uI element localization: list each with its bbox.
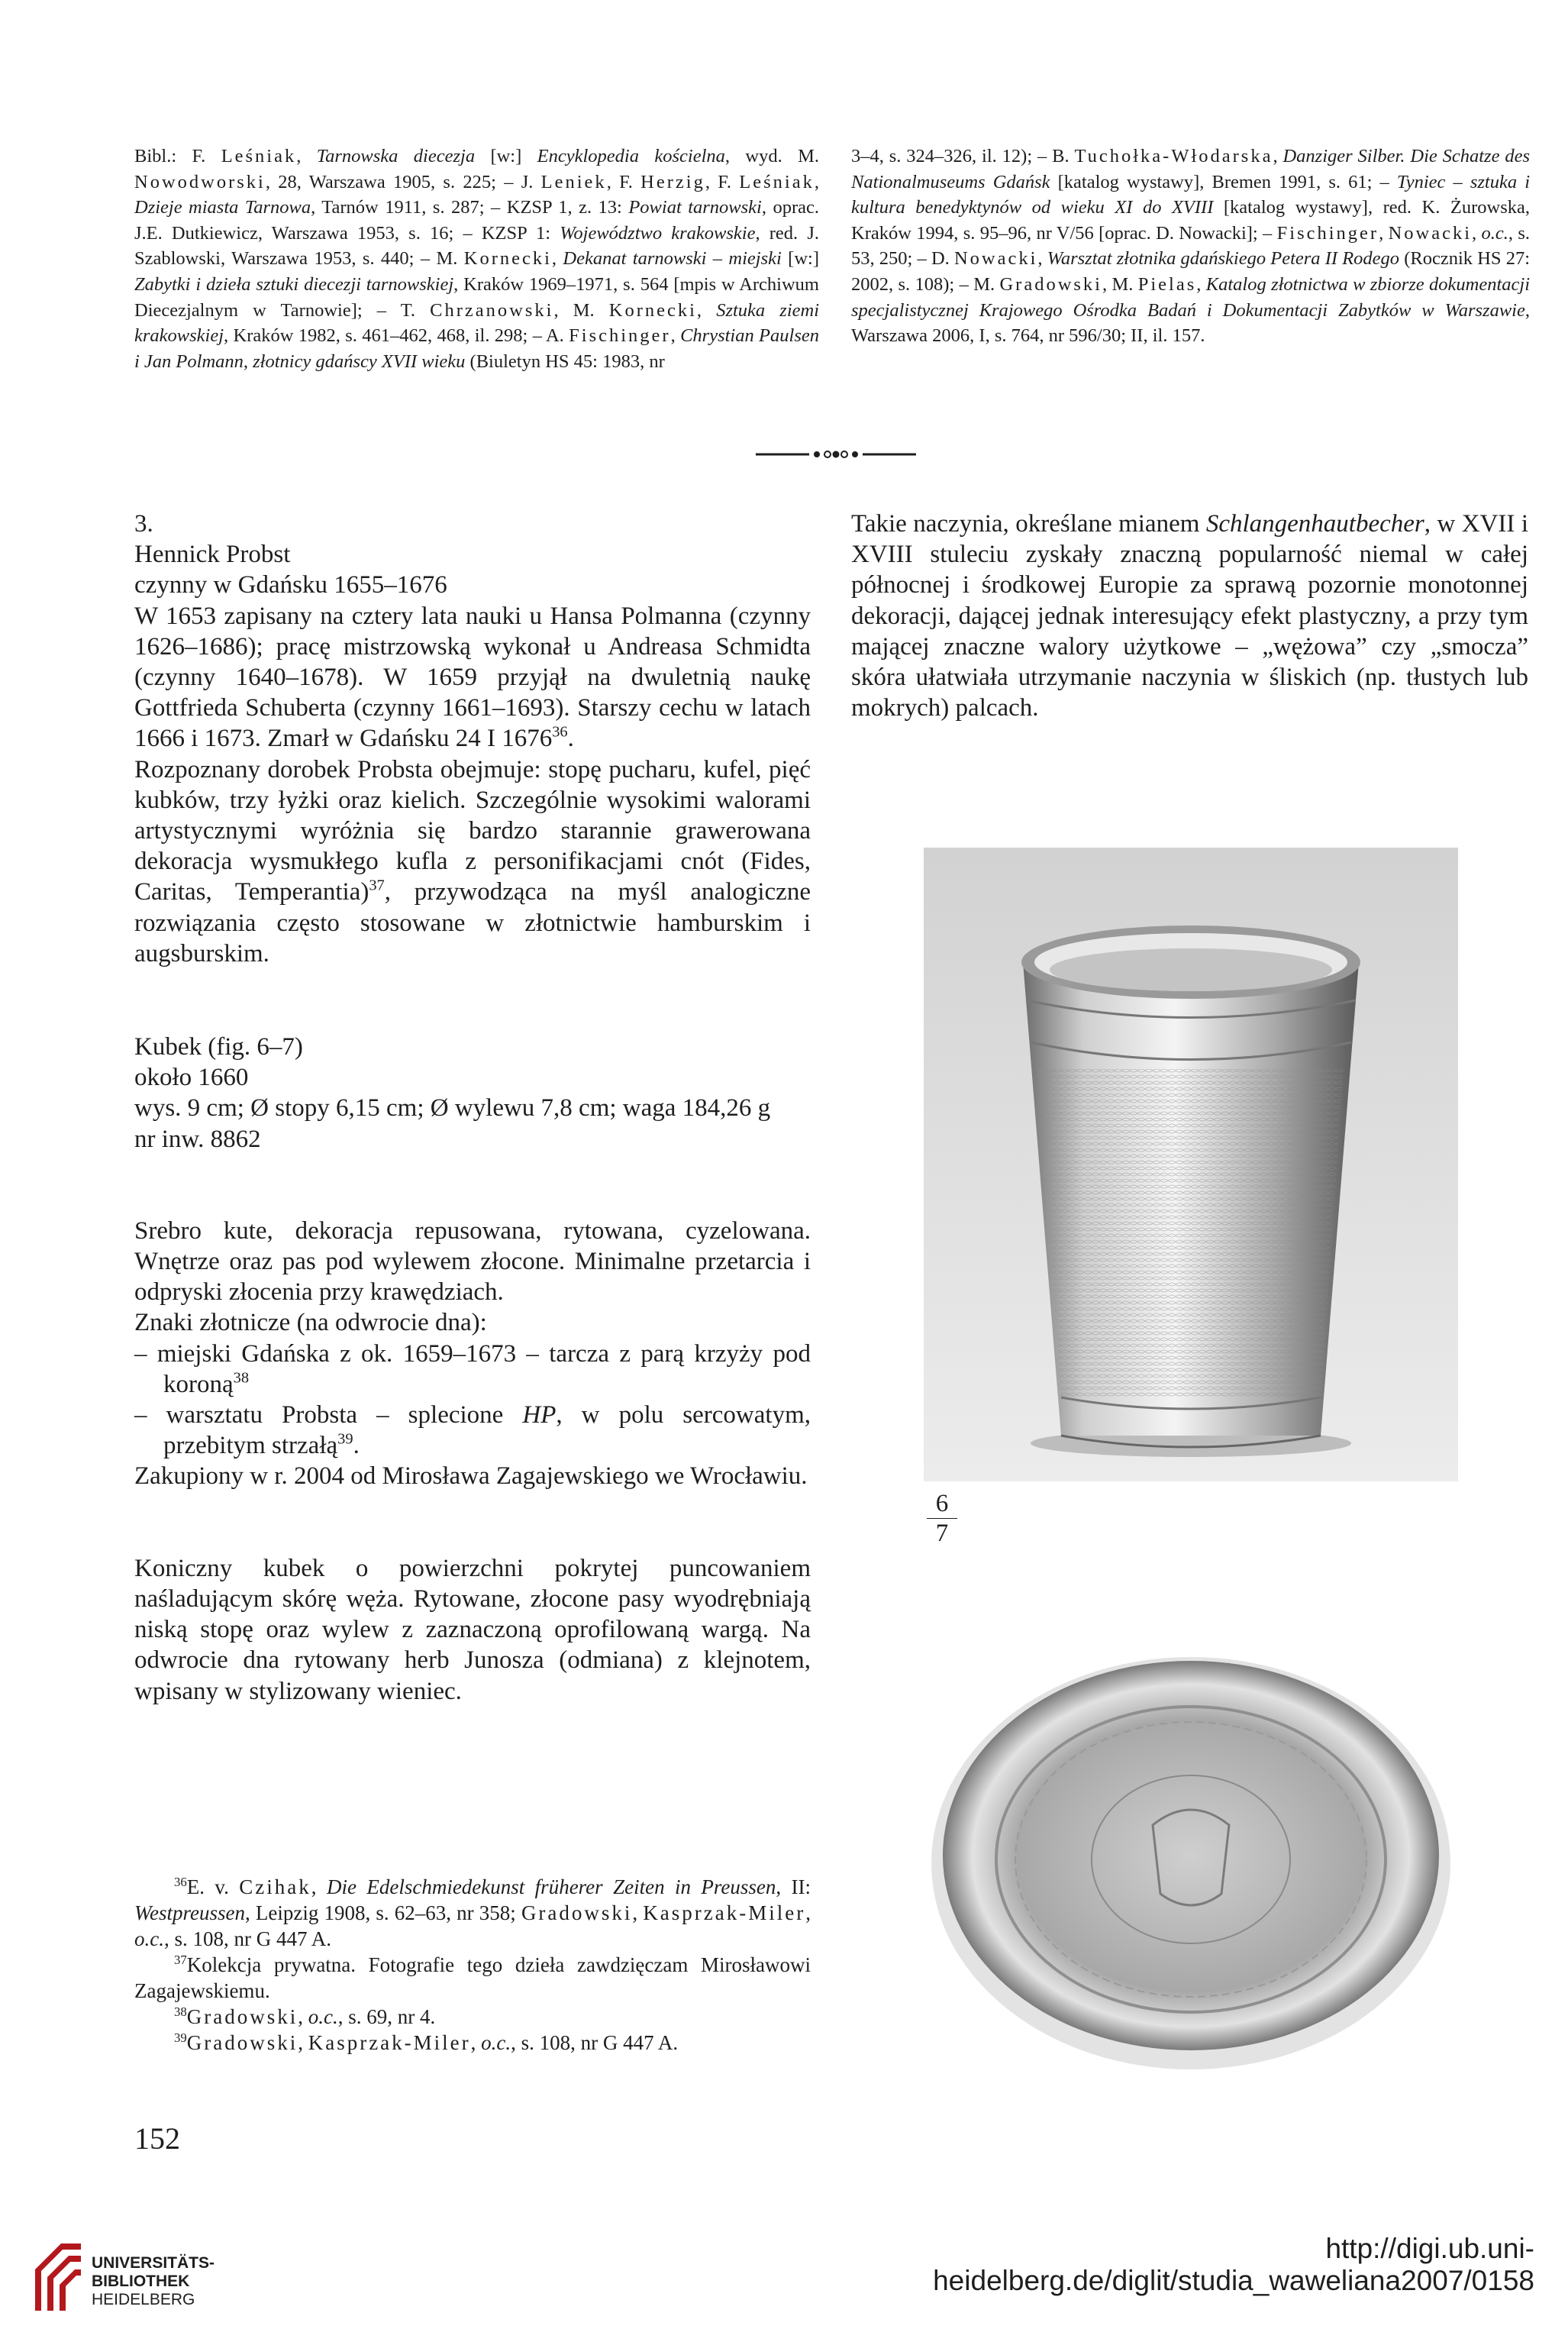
figure-6-label: 6 — [927, 1489, 957, 1519]
footnote-39: $^{39}$Gradowski, Kasprzak-Miler, o.c., s. 108, nr G 447 A. — [174, 2030, 679, 2054]
entry-number: 3. — [134, 510, 153, 538]
object-date: około 1660 — [134, 1064, 249, 1092]
footnotes — [134, 1874, 811, 2056]
bibliography-right: 3–4, s. 324–326, il. 12); – B. Tuchołka-Włodarska, Danziger Silber. Die Schatze des Nationalmuseums Gdańsk [katalog wystawy], Bremen 1991, s. 61; – Tyniec – sztuka i kultura benedyktynów od wieku XI do XVIII [katalog wystawy], red. K. Żurowska, Kraków 1994, s. 95–96, nr V/56 [oprac. D. Nowacki]; – Fischinger, Nowacki, o.c., s. 53, 250; – D. Nowacki, Warsztat złotnika gdańskiego Petera II Rodego (Rocznik HS 27: 2002, s. 108); – M. Gradowski, M. Pielas, Katalog złotnictwa w zbiorze dokumentacji specjalistycznej Krajowego Ośrodka Badań i Dokumentacji Zabytków w Warszawie, Warszawa 2006, I, s. 764, nr 596/30; II, il. 157. — [851, 146, 1531, 347]
footnote-36: $^{36}$E. v. Czihak, Die Edelschmiedekunst früherer Zeiten in Preussen, II: Westpreussen, Leipzig 1908, s. 62–63, nr 358; Gradowski, Kasprzak-Miler, o.c., s. 108, nr G 447 A. — [134, 1874, 811, 1950]
footnote-37: $^{37}$Kolekcja prywatna. Fotografie tego dzieła zawdzięczam Mirosławowi Zagajewskiemu. — [134, 1952, 811, 2002]
snakeskin-paragraph: Takie naczynia, określane mianem Schlangenhautbecher, w XVII i XVIII stuleciu zyskały znaczną popularność niemal w całej północnej i środkowej Europie za sprawą pozornie monotonnej dekoracji, dającej jednak interesujący efekt plastyczny, a przy tym mającej znaczne walory użytkowe – „wężowa” czy „smocza” skóra ułatwiała utrzymanie naczynia w śliskich (np. tłustych lub mokrych) palcach. — [851, 510, 1528, 722]
library-name-line3: HEIDELBERG — [92, 2291, 195, 2308]
object-description: Koniczny kubek o powierzchni pokrytej puncowaniem naśladującym skórę węża. Rytowane, złocone pasy wyodrębniają niską stopę oraz wylew z zaznaczoną oprofilowaną wargą. Na odwrocie dna rytowany herb Junosza (odmiana) z klejnotem, wpisany w stylizowany wieniec. — [134, 1554, 811, 1705]
right-column-text — [851, 509, 1528, 723]
object-technique: Srebro kute, dekoracja repusowana, rytowana, cyzelowana. Wnętrze oraz pas pod wylewem złocone. Minimalne przetarcia i odpryski złocenia przy krawędziach. — [134, 1216, 811, 1307]
bibliography-left: Bibl.: F. Leśniak, Tarnowska diecezja [w:] Encyklopedia kościelna, wyd. M. Nowodworski, 28, Warszawa 1905, s. 225; – J. Leniek, F. Herzig, F. Leśniak, Dzieje miasta Tarnowa, Tarnów 1911, s. 287; – KZSP 1, z. 13: Powiat tarnowski, oprac. J.E. Dutkiewicz, Warszawa 1953, s. 16; – KZSP 1: Województwo krakowskie, red. J. Szablowski, Warszawa 1953, s. 440; – M. Kornecki, Dekanat tarnowski – miejski [w:] Zabytki i dzieła sztuki diecezji tarnowskiej, Kraków 1969–1971, s. 564 [mpis w Archiwum Diecezjalnym w Tarnowie]; – T. Chrzanowski, M. Kornecki, Sztuka ziemi krakowskiej, Kraków 1982, s. 461–462, 468, il. 298; – A. Fischinger, Chrystian Paulsen i Jan Polmann, złotnicy gdańscy XVII wieku (Biuletyn HS 45: 1983, nr — [134, 146, 819, 372]
mark-workshop: – warsztatu Probsta – splecione HP, w polu sercowatym, przebitym strzałą$^{39}$. — [134, 1401, 811, 1460]
ornament-separator — [756, 447, 916, 470]
library-name-line2: BIBLIOTHEK — [92, 2273, 190, 2290]
marks-heading: Znaki złotnicze (na odwrocie dna): — [134, 1309, 487, 1337]
artist-active: czynny w Gdańsku 1655–1676 — [134, 571, 447, 599]
figure-6-beaker-photo — [924, 848, 1458, 1481]
artist-biography: W 1653 zapisany na cztery lata nauki u Hansa Polmanna (czynny 1626–1686); pracę mistrzowską wykonał u Andreasa Schmidta (czynny 1640–1678). W 1659 przyjął na dwuletnią naukę Gottfrieda Schuberta (czynny 1661–1693). Starszy cechu w latach 1666 i 1673. Zmarł w Gdańsku 24 I 1676$^{36}$. — [134, 602, 811, 753]
object-inventory: nr inw. 8862 — [134, 1125, 261, 1153]
page-number: 152 — [134, 2121, 180, 2156]
left-column — [134, 509, 811, 1707]
object-title: Kubek (fig. 6–7) — [134, 1033, 303, 1061]
figure-labels — [927, 1489, 957, 1548]
library-name-line1: UNIVERSITÄTS- — [92, 2254, 215, 2272]
separator-ornament-icon — [756, 447, 916, 462]
object-dimensions: wys. 9 cm; Ø stopy 6,15 cm; Ø wylewu 7,8 cm; waga 184,26 g — [134, 1094, 771, 1123]
object-provenance: Zakupiony w r. 2004 od Mirosława Zagajewskiego we Wrocławiu. — [134, 1462, 808, 1491]
mark-city: – miejski Gdańska z ok. 1659–1673 – tarcza z parą krzyży pod koroną$^{38}$ — [134, 1339, 811, 1398]
library-logo[interactable] — [31, 2239, 260, 2323]
artist-name: Hennick Probst — [134, 541, 291, 569]
source-url-link[interactable]: http://digi.ub.uni-heidelberg.de/diglit/studia_waweliana2007/0158 — [933, 2233, 1534, 2296]
footnote-38: $^{38}$Gradowski, o.c., s. 69, nr 4. — [174, 2004, 436, 2028]
library-logo-icon — [31, 2239, 85, 2315]
figure-7-label: 7 — [935, 1520, 949, 1547]
artist-oeuvre: Rozpoznany dorobek Probsta obejmuje: stopę pucharu, kufel, pięć kubków, trzy łyżki oraz kielich. Szczególnie wysokimi walorami artystycznymi wyróżnia się bardzo starannie grawerowana dekoracja wysmukłego kufla z personifikacjami cnót (Fides, Caritas, Temperantia)$^{37}$, przywodząca na myśl analogiczne rozwiązania często stosowane w złotnictwie hamburskim i augsburskim. — [134, 755, 811, 967]
figure-7-base-photo — [924, 1573, 1458, 2077]
